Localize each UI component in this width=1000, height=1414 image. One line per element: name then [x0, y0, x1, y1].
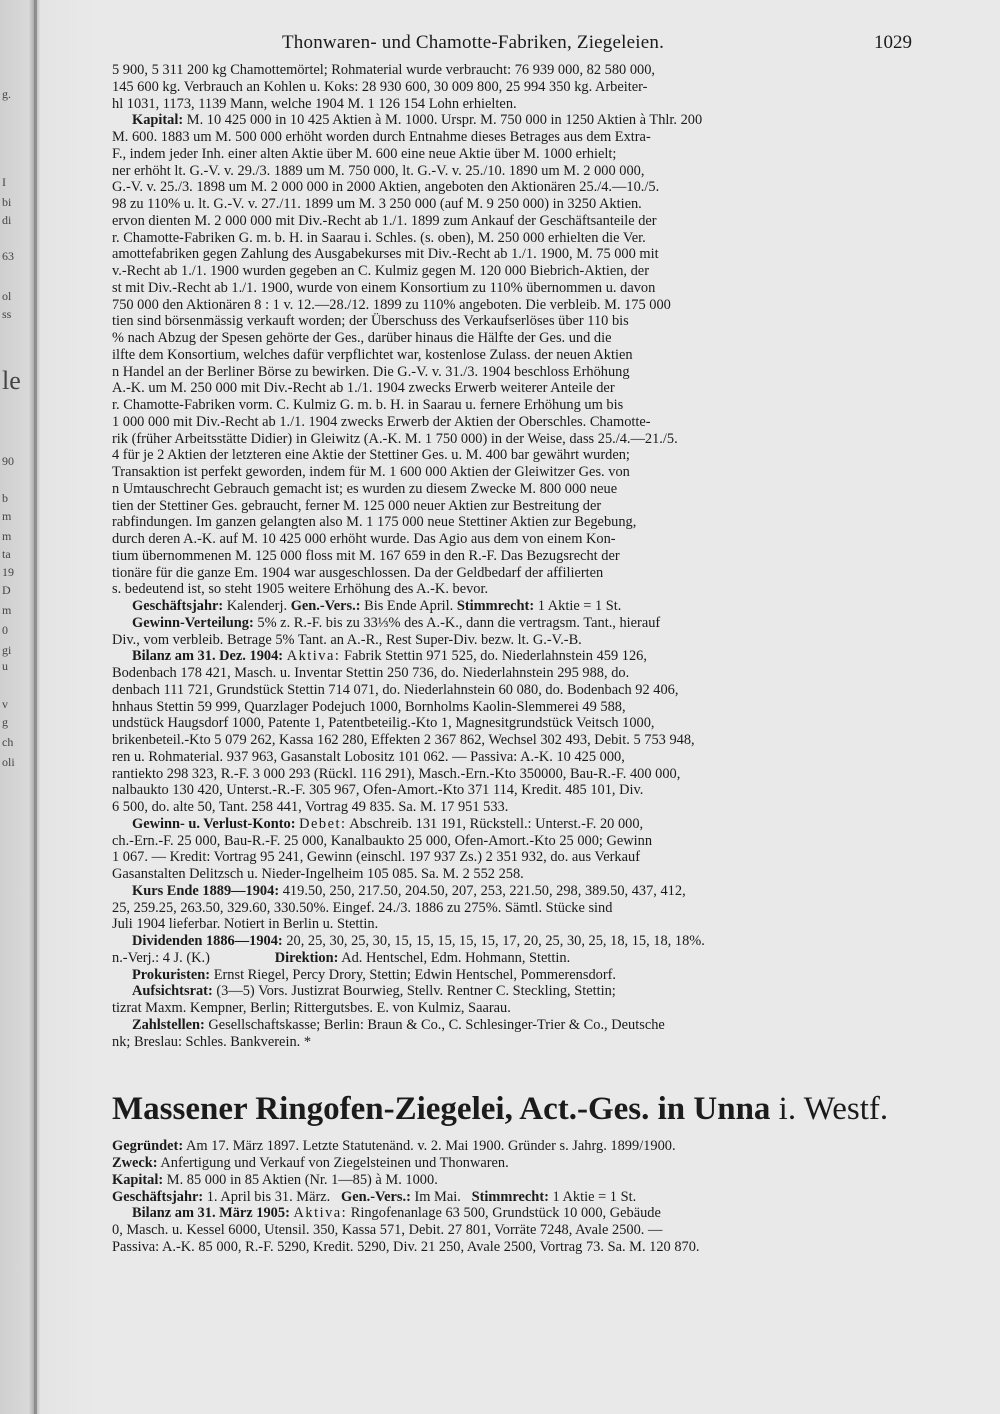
- direktion-label: Direktion:: [274, 949, 339, 966]
- stimmrecht-value: 1 Aktie = 1 St.: [537, 598, 622, 614]
- direktion-line: [112, 950, 912, 967]
- stimmrecht-label: Stimmrecht:: [456, 598, 535, 614]
- gegruendet-value: Am 17. März 1897. Letzte Statutenänd. v. 2. Mai 1900. Gründer s. Jahrg. 1899/1900.: [185, 1138, 676, 1155]
- gutter-fragment: gi: [2, 643, 12, 657]
- gewinn-label: Gewinn-Verteilung:: [132, 614, 254, 631]
- text-line: v.-Recht ab 1./1. 1900 wurden gegeben an C. Kulmiz gegen M. 120 000 Biebrich-Aktien, der: [112, 263, 649, 279]
- dividenden-line: [112, 933, 912, 950]
- text-line: M. 600. 1883 um M. 500 000 erhöht worden durch Entnahme dieses Betrages aus dem Extra-: [112, 129, 651, 145]
- gutter-fragment: m: [2, 529, 12, 543]
- gen-vers-label: Gen.-Vers.:: [341, 1188, 411, 1205]
- aktiva-label: Aktiva:: [293, 1205, 348, 1222]
- guv-label: Gewinn- u. Verlust-Konto:: [132, 815, 296, 832]
- text-line: rantiekto 298 323, R.-F. 3 000 293 (Rückl. 116 291), Masch.-Ern.-Kto 350000, Bau-R.-F. 400 000,: [112, 765, 681, 782]
- gutter-fragment: ch: [2, 735, 14, 749]
- zahlstellen-label: Zahlstellen:: [132, 1016, 205, 1033]
- kapital-line: [112, 1172, 912, 1189]
- gen-vers-value: Bis Ende April.: [364, 598, 454, 614]
- text-line: 4 für je 2 Aktien der letzteren eine Aktie der Stettiner Ges. u. M. 400 bar gewährt wurden;: [112, 447, 630, 464]
- gutter-fragment: ta: [2, 547, 11, 561]
- kapital-line: [112, 112, 912, 129]
- kapital-value: M. 85 000 in 85 Aktien (Nr. 1—85) à M. 1000.: [166, 1171, 438, 1188]
- text-line: ervon dienten M. 2 000 000 mit Div.-Recht ab 1./1. 1899 zum Ankauf der Geschäftsanteile der: [112, 212, 657, 229]
- text-line: tium übernommenen M. 125 000 floss mit M. 167 659 in den R.-F. Das Bezugsrecht der: [112, 547, 620, 564]
- text-line: durch deren A.-K. auf M. 10 425 000 erhöht wurde. Das Agio aus dem von einem Kon-: [112, 531, 616, 547]
- zweck-value: Anfertigung und Verkauf von Ziegelsteinen und Thonwaren.: [160, 1155, 509, 1171]
- gutter-fragment: 63: [2, 249, 14, 263]
- text-line: hnhaus Stettin 59 999, Quarzlager Podejuch 1000, Bornholms Kaolin-Slemmerei 49 588,: [112, 698, 626, 715]
- stimmrecht-label: Stimmrecht:: [471, 1188, 549, 1205]
- text-line: tizrat Maxm. Kempner, Berlin; Rittergutsbes. E. von Kulmiz, Saarau.: [112, 1000, 511, 1016]
- geschaeftsjahr-label: Geschäftsjahr:: [112, 1188, 204, 1205]
- bilanz-label: Bilanz am 31. März 1905:: [132, 1205, 290, 1222]
- bilanz-line: [112, 1205, 912, 1222]
- company-1-entry: [112, 62, 912, 1050]
- gutter-fragment: ol: [2, 289, 12, 303]
- dividenden-label: Dividenden 1886—1904:: [132, 933, 283, 949]
- gutter-fragment: g.: [2, 87, 11, 101]
- text-line: nk; Breslau: Schles. Bankverein. *: [112, 1033, 312, 1050]
- text-line: 0, Masch. u. Kessel 6000, Utensil. 350, Kassa 571, Debit. 27 801, Vorräte 7248, Avale 2500. —: [112, 1222, 663, 1238]
- running-head: [112, 28, 912, 62]
- aktiva-label: Aktiva:: [286, 648, 341, 665]
- prokuristen-line: [112, 967, 912, 984]
- text-line: % nach Abzug der Spesen gehörte der Ges., darüber hinaus die Hälfte der Ges. und die: [112, 330, 612, 346]
- aufsichtsrat-line: [112, 983, 912, 1000]
- text-line: ner erhöht lt. G.-V. v. 29./3. 1889 um M. 750 000, lt. G.-V. v. 25./10. 1890 um M. 2 000 000,: [112, 162, 645, 179]
- gutter-fragment: ss: [2, 307, 12, 321]
- text-line: 5 900, 5 311 200 kg Chamottemörtel; Rohmaterial wurde verbraucht: 76 939 000, 82 580 000,: [112, 62, 656, 78]
- text-line: Transaktion ist perfekt geworden, indem für M. 1 600 000 Aktien der Gleiwitzer Ges. von: [112, 464, 630, 480]
- text-line: 98 zu 110% u. lt. G.-V. v. 27./11. 1899 um M. 3 250 000 (auf M. 9 250 000) in 3250 Aktien.: [112, 196, 642, 212]
- gewinn-text: 5% z. R.-F. bis zu 33⅓% des A.-K., dann die vertragsm. Tant., hierauf: [257, 614, 661, 631]
- text-line: r. Chamotte-Fabriken G. m. b. H. in Saarau i. Schles. (s. oben), M. 250 000 erhielten die Ver.: [112, 229, 646, 246]
- zahlstellen-value: Gesellschaftskasse; Berlin: Braun & Co., C. Schlesinger-Trier & Co., Deutsche: [208, 1016, 665, 1033]
- bilanz-label: Bilanz am 31. Dez. 1904:: [132, 648, 284, 665]
- text-line: rabfindungen. Im ganzen gelangten also M. 1 175 000 neue Stettiner Aktien zur Begebung,: [112, 514, 637, 531]
- gutter-fragment: le: [2, 366, 21, 395]
- text-line: 145 600 kg. Verbrauch an Kohlen u. Koks: 28 930 600, 30 009 800, 25 994 350 kg. Arbeiter-: [112, 78, 648, 95]
- gutter-fragment: b: [2, 491, 8, 505]
- bilanz-text: Ringofenanlage 63 500, Grundstück 10 000, Gebäude: [350, 1205, 661, 1222]
- prokuristen-value: Ernst Riegel, Percy Drory, Stettin; Edwin Hentschel, Pommerensdorf.: [213, 966, 617, 983]
- company-2-title: [112, 1090, 912, 1128]
- direktion-value: Ad. Hentschel, Edm. Hohmann, Stettin.: [341, 949, 571, 966]
- kurs-line: [112, 883, 912, 900]
- gutter-fragment: m: [2, 603, 12, 617]
- text-line: A.-K. um M. 250 000 mit Div.-Recht ab 1./1. 1904 zwecks Erwerb weiterer Anteile der: [112, 380, 615, 397]
- text-line: s. bedeutend ist, so steht 1905 weitere Erhöhung des A.-K. bevor.: [112, 581, 489, 598]
- text-line: 1 000 000 mit Div.-Recht ab 1./1. 1904 zwecks Erwerb der Aktien der Oberschles. Chamotte-: [112, 413, 651, 430]
- gutter-fragment: di: [2, 213, 12, 227]
- text-line: G.-V. v. 25./3. 1898 um M. 2 000 000 in 2000 Aktien, angeboten den Aktionären 25./4.—10./5.: [112, 179, 660, 196]
- gutter-fragment: g: [2, 715, 8, 729]
- binding-gutter: [0, 0, 96, 1414]
- text-line: brikenbeteil.-Kto 5 079 262, Kassa 162 280, Effekten 2 367 862, Wechsel 302 493, Debit. 5 753 948,: [112, 732, 695, 748]
- company-2-location: i. Westf.: [778, 1091, 889, 1128]
- debet-label: Debet:: [299, 815, 347, 832]
- text-line: Div., vom verbleib. Betrage 5% Tant. an A.-R., Rest Super-Div. bezw. lt. G.-V.-B.: [112, 631, 582, 648]
- dividenden-text: 20, 25, 30, 25, 30, 15, 15, 15, 15, 15, 17, 20, 25, 30, 25, 18, 15, 18, 18%.: [286, 933, 705, 949]
- gegruendet-line: [112, 1138, 912, 1155]
- gegruendet-label: Gegründet:: [112, 1138, 184, 1155]
- gutter-shadow-line: [34, 0, 37, 1414]
- text-line: Bodenbach 178 421, Masch. u. Inventar Stettin 250 736, do. Niederlahnstein 295 988, do.: [112, 665, 630, 681]
- text-line: ilfte dem Konsortium, welches dafür verpflichtet war, kostenlose Zulass. der neuen Aktien: [112, 346, 633, 363]
- gutter-fragment: 19: [2, 565, 14, 579]
- stimmrecht-value: 1 Aktie = 1 St.: [552, 1188, 637, 1205]
- zweck-label: Zweck:: [112, 1155, 158, 1171]
- text-line: Passiva: A.-K. 85 000, R.-F. 5290, Kredit. 5290, Div. 21 250, Avale 2500, Vortrag 73. Sa. M. 120 870.: [112, 1238, 700, 1255]
- text-line: r. Chamotte-Fabriken vorm. C. Kulmiz G. m. b. H. in Saarau u. fernere Erhöhung um bis: [112, 397, 624, 413]
- kapital-label: Kapital:: [132, 112, 184, 129]
- gutter-fragment: I: [2, 175, 6, 189]
- text-line: Juli 1904 lieferbar. Notiert in Berlin u. Stettin.: [112, 916, 379, 933]
- gutter-fragment: bi: [2, 195, 12, 209]
- gutter-fragment: u: [2, 659, 8, 673]
- geschaeftsjahr-value: 1. April bis 31. März.: [206, 1188, 331, 1205]
- text-line: st mit Div.-Recht ab 1./1. 1900, wurde von einem Konsortium zu 110% übernommen u. davon: [112, 279, 656, 296]
- running-title: Thonwaren- und Chamotte-Fabriken, Ziegeleien.: [282, 32, 665, 53]
- text-line: undstück Haugsdorf 1000, Patente 1, Patentbeteilig.-Kto 1, Magnesitgrundstück Veitsch 1000,: [112, 715, 655, 732]
- guv-line: [112, 816, 912, 833]
- gutter-fragment: D: [2, 583, 11, 597]
- text-line: ren u. Rohmaterial. 937 963, Gasanstalt Lobositz 101 062. — Passiva: A.-K. 10 425 000,: [112, 748, 625, 765]
- zweck-line: [112, 1155, 912, 1172]
- text-line: 25, 259.25, 263.50, 329.60, 330.50%. Eingef. 24./3. 1886 zu 275%. Sämtl. Stücke sind: [112, 899, 613, 916]
- text-line: n Umtauschrecht Gebrauch gemacht ist; es wurden zu diesem Zwecke M. 800 000 neue: [112, 480, 618, 497]
- gewinn-line: [112, 615, 912, 632]
- kurs-text: 419.50, 250, 217.50, 204.50, 207, 253, 221.50, 298, 389.50, 437, 412,: [282, 882, 686, 899]
- text-line: 1 067. — Kredit: Vortrag 95 241, Gewinn (einschl. 197 937 Zs.) 2 351 932, do. aus Verkauf: [112, 849, 640, 866]
- text-line: 6 500, do. alte 50, Tant. 258 441, Vortrag 49 835. Sa. M. 17 951 533.: [112, 799, 509, 815]
- bilanz-text: Fabrik Stettin 971 525, do. Niederlahnstein 459 126,: [343, 648, 647, 665]
- gutter-fragment: 0: [2, 623, 8, 637]
- company-2-entry: [112, 1138, 912, 1255]
- text-line: 750 000 den Aktionären 8 : 1 v. 12.—28./12. 1899 zu 110% angeboten. Die verbleib. M. 175 000: [112, 296, 671, 313]
- text-line: F., indem jeder Inh. einer alten Aktie über M. 600 eine neue Aktie über M. 1000 erhielt;: [112, 145, 617, 162]
- kapital-text: M. 10 425 000 in 10 425 Aktien à M. 1000. Urspr. M. 750 000 in 1250 Aktien à Thlr. 200: [186, 112, 703, 129]
- aufsichtsrat-label: Aufsichtsrat:: [132, 983, 213, 1000]
- document-page: [112, 28, 912, 1256]
- text-line: tien sind börsenmässig verkauft worden; der Überschuss des Verkaufserlöses über 110 bis: [112, 313, 629, 330]
- aufsichtsrat-value: (3—5) Vors. Justizrat Bourwieg, Stellv. Rentner C. Steckling, Stettin;: [216, 983, 616, 1000]
- gutter-fragment: oli: [2, 755, 15, 769]
- geschaeftsjahr-value: Kalenderj.: [226, 598, 288, 614]
- gutter-fragment: v: [2, 697, 8, 711]
- gen-vers-value: Im Mai.: [414, 1188, 461, 1205]
- text-line: rik (früher Arbeitsstätte Didier) in Gleiwitz (A.-K. M. 1 750 000) in der Weise, dass 25./4.—21./5.: [112, 430, 678, 447]
- text-line: Gasanstalten Delitzsch u. Nieder-Ingelheim 105 085. Sa. M. 2 552 258.: [112, 866, 524, 882]
- bilanz-line: [112, 648, 912, 665]
- verjaehrung-text: n.-Verj.: 4 J. (K.): [112, 949, 210, 966]
- text-line: tien der Stettiner Ges. gebraucht, ferner M. 125 000 neuer Aktien zur Bestreitung der: [112, 497, 602, 514]
- prokuristen-label: Prokuristen:: [132, 966, 211, 983]
- text-line: nalbaukto 130 420, Unterst.-R.-F. 305 967, Ofen-Amort.-Kto 371 114, Kredit. 485 101, Div.: [112, 782, 644, 799]
- text-line: n Handel an der Berliner Börse zu bewirken. Die G.-V. v. 31./3. 1904 beschloss Erhöhung: [112, 363, 630, 380]
- geschaeftsjahr-line: [112, 1189, 912, 1206]
- company-2-name: Massener Ringofen-Ziegelei, Act.-Ges. in Unna: [112, 1091, 771, 1128]
- page-number: 1029: [874, 32, 912, 53]
- kapital-label: Kapital:: [112, 1171, 164, 1188]
- text-line: denbach 111 721, Grundstück Stettin 714 071, do. Niederlahnstein 60 080, do. Bodenbach 92 406,: [112, 681, 679, 698]
- text-line: hl 1031, 1173, 1139 Mann, welche 1904 M. 1 126 154 Lohn erhielten.: [112, 95, 517, 112]
- zahlstellen-line: [112, 1017, 912, 1034]
- gen-vers-label: Gen.-Vers.:: [290, 598, 361, 614]
- text-line: ch.-Ern.-F. 25 000, Bau-R.-F. 25 000, Kanalbaukto 25 000, Ofen-Amort.-Kto 25 000; Gewinn: [112, 832, 653, 849]
- guv-text: Abschreib. 131 191, Rückstell.: Unterst.-F. 20 000,: [349, 815, 644, 832]
- geschaeftsjahr-line: [112, 598, 912, 615]
- gutter-fragment: 90: [2, 454, 14, 468]
- text-line: amottefabriken gegen Zahlung des Ausgabekurses mit Div.-Recht ab 1./1. 1900, M. 75 000 mit: [112, 246, 659, 263]
- geschaeftsjahr-label: Geschäftsjahr:: [132, 598, 224, 614]
- kurs-label: Kurs Ende 1889—1904:: [132, 882, 280, 899]
- text-line: tionäre für die ganze Em. 1904 war ausgeschlossen. Da der Geldbedarf der affilierten: [112, 564, 604, 581]
- gutter-fragment: m: [2, 509, 12, 523]
